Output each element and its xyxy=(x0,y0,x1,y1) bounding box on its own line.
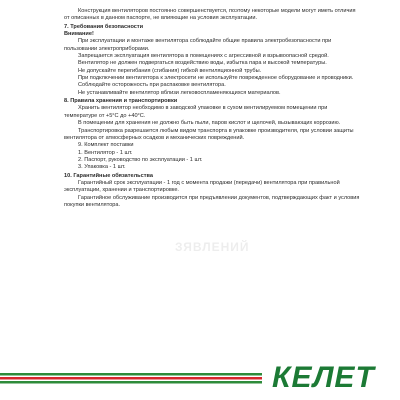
section-8-heading: 8. Правила хранения и транспортировки xyxy=(64,98,178,105)
safety-paragraph-6: Соблюдайте осторожность при распаковке вентилятора. xyxy=(78,82,226,89)
intro-paragraph: Конструкция вентиляторов постоянно совершенствуется, поэтому некоторые модели могут иметь отличия от описанных в данном паспорте, не влияющие на условия эксплуатации. xyxy=(64,8,356,22)
section-9-heading: 9. Комплект поставки xyxy=(78,142,134,149)
safety-paragraph-3: Вентилятор не должен подвергаться воздействию воды, избытка пара и высокой температуры. xyxy=(78,60,327,67)
document-body xyxy=(64,8,360,209)
warranty-paragraph-1: Гарантийный срок эксплуатации - 1 год с момента продажи (передачи) вентилятора при правильной эксплуатации, хранении и транспортировке. xyxy=(64,179,340,194)
logo-text: КЕЛЕТ xyxy=(272,361,375,391)
kit-item-3: 3. Упаковка - 1 шт. xyxy=(78,164,126,171)
safety-paragraph-1: При эксплуатации и монтаже вентилятора соблюдайте общие правила электробезопасности при пользовании электроприборами. xyxy=(64,38,332,52)
kelet-logo xyxy=(268,361,396,391)
section-7-heading: 7. Требования безопасности xyxy=(64,23,144,30)
kit-item-2: 2. Паспорт, руководство по эксплуатации - 1 шт. xyxy=(78,156,203,163)
brand-stripes xyxy=(0,372,262,384)
kit-item-1: 1. Вентилятор - 1 шт. xyxy=(78,149,133,156)
safety-paragraph-5: При подключении вентилятора к электросети не используйте поврежденное оборудование и проводники. xyxy=(78,75,354,82)
attention-label: Внимание! xyxy=(64,31,94,38)
storage-paragraph-2: В помещении для хранения не должно быть пыли, паров кислот и щелочей, вызывающих коррозию. xyxy=(78,120,341,127)
safety-paragraph-7: Не устанавливайте вентилятор вблизи легковоспламеняющихся материалов. xyxy=(78,89,281,96)
section-10-heading: 10. Гарантийные обязательства xyxy=(64,172,153,179)
warranty-paragraph-2: Гарантийное обслуживание производится при предъявлении документов, подтверждающих факт и условия покупки вентилятора. xyxy=(64,194,360,208)
safety-paragraph-4: Не допускайте перегибания (сгибания) гибкой вентиляционной трубы. xyxy=(78,67,262,74)
storage-paragraph-3: Транспортировка разрешается любым видом транспорта в упаковке производителя, при условии защиты вентилятора от атмосферных осадков и механических повреждений. xyxy=(64,127,354,141)
storage-paragraph-1: Хранить вентилятор необходимо в заводской упаковке в сухом вентилируемом помещении при температуре от +5°С до +40°С. xyxy=(64,105,328,119)
safety-paragraph-2: Запрещается эксплуатация вентилятора в помещениях с агрессивной и взрывоопасной средой. xyxy=(78,53,329,60)
watermark-text: ЗЯВЛЕНИЙ xyxy=(175,240,250,254)
